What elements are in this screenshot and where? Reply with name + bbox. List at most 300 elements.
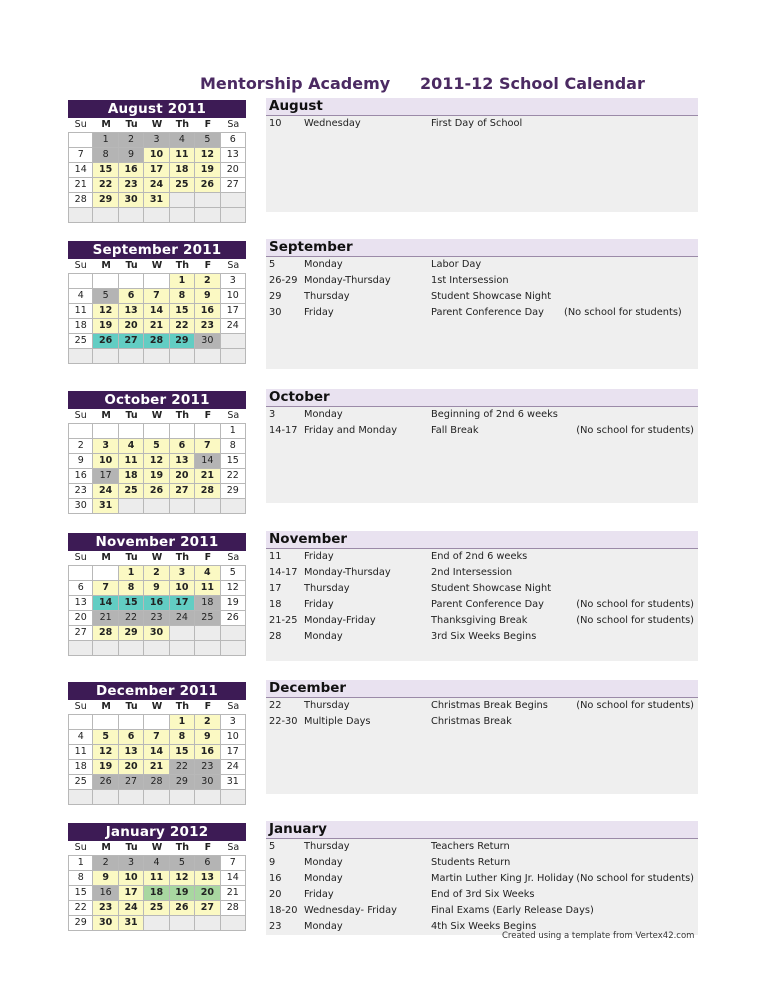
day-cell bbox=[195, 193, 220, 208]
day-cell: 18 bbox=[68, 319, 93, 334]
day-cell: 13 bbox=[119, 745, 144, 760]
day-cell bbox=[170, 790, 195, 805]
footer-credit: Created using a template from Vertex42.com bbox=[502, 931, 695, 941]
event-date: 18-20 bbox=[269, 905, 298, 916]
day-cell bbox=[68, 641, 93, 656]
event-row bbox=[266, 855, 698, 871]
day-cell: 29 bbox=[68, 916, 93, 931]
event-description: Parent Conference Day bbox=[431, 307, 544, 318]
event-row bbox=[266, 471, 698, 487]
day-cell bbox=[195, 790, 220, 805]
day-cell: 8 bbox=[170, 289, 195, 304]
day-cell: 8 bbox=[119, 581, 144, 596]
event-row bbox=[266, 487, 698, 503]
event-row bbox=[266, 305, 698, 321]
day-cell bbox=[119, 274, 144, 289]
day-cell: 5 bbox=[93, 289, 118, 304]
day-cell: 30 bbox=[119, 193, 144, 208]
event-day: Monday-Thursday bbox=[304, 275, 391, 286]
event-row bbox=[266, 423, 698, 439]
event-row bbox=[266, 839, 698, 855]
day-cell: 18 bbox=[195, 596, 220, 611]
events-month-header: September bbox=[266, 239, 698, 257]
event-day: Friday bbox=[304, 599, 334, 610]
day-cell: 24 bbox=[119, 901, 144, 916]
event-row bbox=[266, 439, 698, 455]
event-row bbox=[266, 698, 698, 714]
event-row bbox=[266, 455, 698, 471]
day-cell bbox=[68, 715, 93, 730]
day-cell: 2 bbox=[144, 566, 169, 581]
day-cell: 7 bbox=[68, 148, 93, 163]
day-cell: 10 bbox=[221, 289, 246, 304]
day-cell: 7 bbox=[144, 730, 169, 745]
weekday-label: Tu bbox=[119, 409, 144, 424]
events-month-header: October bbox=[266, 389, 698, 407]
event-date: 9 bbox=[269, 857, 276, 868]
event-note: (No school for students) bbox=[576, 615, 694, 626]
day-cell: 28 bbox=[195, 484, 220, 499]
day-cell: 21 bbox=[195, 469, 220, 484]
day-cell: 5 bbox=[195, 133, 220, 148]
day-cell: 19 bbox=[195, 163, 220, 178]
event-description: Martin Luther King Jr. Holiday bbox=[431, 873, 574, 884]
day-cell: 1 bbox=[170, 274, 195, 289]
event-date: 5 bbox=[269, 841, 276, 852]
day-cell: 3 bbox=[170, 566, 195, 581]
weekday-label: Sa bbox=[221, 841, 246, 856]
day-cell: 1 bbox=[68, 856, 93, 871]
day-cell: 27 bbox=[170, 484, 195, 499]
day-cell bbox=[119, 208, 144, 223]
day-cell bbox=[195, 499, 220, 514]
day-cell: 23 bbox=[93, 901, 118, 916]
day-cell: 16 bbox=[195, 745, 220, 760]
event-row bbox=[266, 549, 698, 565]
event-description: Final Exams (Early Release Days) bbox=[431, 905, 594, 916]
day-cell: 30 bbox=[93, 916, 118, 931]
day-cell: 9 bbox=[68, 454, 93, 469]
day-cell: 25 bbox=[68, 334, 93, 349]
day-cell: 30 bbox=[195, 334, 220, 349]
event-description: End of 3rd Six Weeks bbox=[431, 889, 535, 900]
day-cell: 20 bbox=[119, 760, 144, 775]
day-cell: 3 bbox=[221, 715, 246, 730]
event-day: Thursday bbox=[304, 583, 350, 594]
event-description: Student Showcase Night bbox=[431, 291, 552, 302]
event-day: Wednesday- Friday bbox=[304, 905, 397, 916]
day-cell: 13 bbox=[195, 871, 220, 886]
weekday-label: F bbox=[195, 409, 220, 424]
day-cell: 9 bbox=[93, 871, 118, 886]
day-cell: 2 bbox=[195, 715, 220, 730]
day-cell: 31 bbox=[93, 499, 118, 514]
weekday-label: Th bbox=[170, 409, 195, 424]
day-cell: 29 bbox=[119, 626, 144, 641]
weekday-label: F bbox=[195, 118, 220, 133]
event-date: 16 bbox=[269, 873, 282, 884]
month-calendar-september bbox=[68, 241, 246, 364]
event-day: Multiple Days bbox=[304, 716, 371, 727]
day-cell: 26 bbox=[221, 611, 246, 626]
day-cell: 23 bbox=[195, 319, 220, 334]
month-calendar-october bbox=[68, 391, 246, 514]
day-cell: 24 bbox=[221, 760, 246, 775]
day-cell: 6 bbox=[119, 289, 144, 304]
event-row bbox=[266, 407, 698, 423]
month-calendar-title: October 2011 bbox=[68, 391, 246, 409]
event-day: Friday bbox=[304, 551, 334, 562]
events-month-header: January bbox=[266, 821, 698, 839]
day-cell bbox=[170, 424, 195, 439]
day-cell: 9 bbox=[144, 581, 169, 596]
day-cell bbox=[144, 916, 169, 931]
day-cell: 1 bbox=[119, 566, 144, 581]
events-month-header: December bbox=[266, 680, 698, 698]
day-cell: 23 bbox=[119, 178, 144, 193]
weekday-label: M bbox=[93, 409, 118, 424]
day-cell: 13 bbox=[221, 148, 246, 163]
event-row bbox=[266, 337, 698, 353]
day-cell: 17 bbox=[221, 304, 246, 319]
day-cell: 21 bbox=[68, 178, 93, 193]
day-cell: 14 bbox=[221, 871, 246, 886]
day-cell bbox=[170, 193, 195, 208]
day-cell: 14 bbox=[144, 745, 169, 760]
day-cell: 21 bbox=[93, 611, 118, 626]
day-cell: 31 bbox=[221, 775, 246, 790]
day-cell: 11 bbox=[68, 745, 93, 760]
day-cell: 3 bbox=[119, 856, 144, 871]
day-cell: 11 bbox=[119, 454, 144, 469]
event-description: Labor Day bbox=[431, 259, 482, 270]
day-cell: 19 bbox=[144, 469, 169, 484]
event-date: 26-29 bbox=[269, 275, 298, 286]
weekday-label: M bbox=[93, 551, 118, 566]
event-description: 2nd Intersession bbox=[431, 567, 513, 578]
event-description: Parent Conference Day bbox=[431, 599, 544, 610]
day-cell bbox=[93, 566, 118, 581]
event-date: 22 bbox=[269, 700, 282, 711]
day-cell: 27 bbox=[119, 334, 144, 349]
day-cell: 25 bbox=[170, 178, 195, 193]
month-calendar-august bbox=[68, 100, 246, 223]
day-cell: 26 bbox=[170, 901, 195, 916]
day-cell: 12 bbox=[93, 304, 118, 319]
month-calendar-grid bbox=[68, 700, 246, 805]
day-cell: 2 bbox=[93, 856, 118, 871]
day-cell: 28 bbox=[144, 334, 169, 349]
day-cell: 17 bbox=[221, 745, 246, 760]
events-list bbox=[266, 549, 698, 661]
day-cell: 21 bbox=[221, 886, 246, 901]
events-list bbox=[266, 698, 698, 794]
day-cell: 19 bbox=[93, 760, 118, 775]
day-cell: 18 bbox=[170, 163, 195, 178]
event-day: Monday bbox=[304, 873, 343, 884]
event-row bbox=[266, 714, 698, 730]
day-cell bbox=[93, 349, 118, 364]
day-cell bbox=[144, 715, 169, 730]
day-cell: 15 bbox=[119, 596, 144, 611]
weekday-label: Su bbox=[68, 118, 93, 133]
day-cell: 1 bbox=[93, 133, 118, 148]
events-list bbox=[266, 257, 698, 369]
event-row bbox=[266, 581, 698, 597]
day-cell: 8 bbox=[221, 439, 246, 454]
day-cell: 14 bbox=[93, 596, 118, 611]
day-cell bbox=[170, 626, 195, 641]
event-date: 18 bbox=[269, 599, 282, 610]
day-cell bbox=[68, 790, 93, 805]
day-cell: 18 bbox=[119, 469, 144, 484]
day-cell: 10 bbox=[170, 581, 195, 596]
day-cell bbox=[195, 641, 220, 656]
day-cell: 4 bbox=[170, 133, 195, 148]
month-calendar-grid bbox=[68, 841, 246, 931]
day-cell: 31 bbox=[119, 916, 144, 931]
event-row bbox=[266, 778, 698, 794]
day-cell bbox=[221, 499, 246, 514]
day-cell: 19 bbox=[170, 886, 195, 901]
event-description: Beginning of 2nd 6 weeks bbox=[431, 409, 558, 420]
event-row bbox=[266, 730, 698, 746]
day-cell: 8 bbox=[170, 730, 195, 745]
day-cell: 20 bbox=[170, 469, 195, 484]
month-calendar-november bbox=[68, 533, 246, 656]
event-date: 21-25 bbox=[269, 615, 298, 626]
day-cell bbox=[93, 715, 118, 730]
day-cell: 29 bbox=[170, 334, 195, 349]
day-cell: 17 bbox=[144, 163, 169, 178]
day-cell: 4 bbox=[68, 289, 93, 304]
day-cell: 15 bbox=[221, 454, 246, 469]
event-note: (No school for students) bbox=[576, 425, 694, 436]
weekday-label: M bbox=[93, 841, 118, 856]
day-cell bbox=[221, 349, 246, 364]
weekday-label: F bbox=[195, 700, 220, 715]
day-cell: 20 bbox=[195, 886, 220, 901]
event-description: Student Showcase Night bbox=[431, 583, 552, 594]
weekday-label: Sa bbox=[221, 700, 246, 715]
weekday-label: W bbox=[144, 409, 169, 424]
day-cell bbox=[170, 641, 195, 656]
day-cell: 22 bbox=[93, 178, 118, 193]
weekday-label: Th bbox=[170, 700, 195, 715]
day-cell bbox=[119, 790, 144, 805]
event-description: Students Return bbox=[431, 857, 511, 868]
day-cell: 2 bbox=[68, 439, 93, 454]
event-day: Thursday bbox=[304, 291, 350, 302]
day-cell bbox=[195, 208, 220, 223]
day-cell bbox=[93, 424, 118, 439]
weekday-label: W bbox=[144, 118, 169, 133]
weekday-label: Tu bbox=[119, 700, 144, 715]
weekday-label: Su bbox=[68, 700, 93, 715]
event-date: 11 bbox=[269, 551, 282, 562]
day-cell: 5 bbox=[221, 566, 246, 581]
event-date: 20 bbox=[269, 889, 282, 900]
day-cell: 5 bbox=[93, 730, 118, 745]
month-calendar-title: September 2011 bbox=[68, 241, 246, 259]
day-cell: 15 bbox=[170, 304, 195, 319]
day-cell: 24 bbox=[221, 319, 246, 334]
day-cell bbox=[93, 641, 118, 656]
day-cell: 20 bbox=[119, 319, 144, 334]
day-cell: 26 bbox=[144, 484, 169, 499]
weekday-label: W bbox=[144, 551, 169, 566]
day-cell bbox=[170, 499, 195, 514]
day-cell bbox=[221, 193, 246, 208]
day-cell: 17 bbox=[170, 596, 195, 611]
weekday-label: Sa bbox=[221, 259, 246, 274]
events-list bbox=[266, 407, 698, 503]
day-cell: 11 bbox=[144, 871, 169, 886]
day-cell: 11 bbox=[170, 148, 195, 163]
day-cell: 26 bbox=[93, 775, 118, 790]
day-cell: 23 bbox=[68, 484, 93, 499]
event-date: 22-30 bbox=[269, 716, 298, 727]
day-cell: 1 bbox=[221, 424, 246, 439]
event-row bbox=[266, 871, 698, 887]
event-row bbox=[266, 196, 698, 212]
day-cell: 7 bbox=[195, 439, 220, 454]
event-row bbox=[266, 887, 698, 903]
day-cell: 27 bbox=[119, 775, 144, 790]
day-cell: 28 bbox=[144, 775, 169, 790]
day-cell bbox=[221, 208, 246, 223]
event-date: 14-17 bbox=[269, 425, 298, 436]
day-cell bbox=[68, 274, 93, 289]
day-cell: 28 bbox=[221, 901, 246, 916]
day-cell: 4 bbox=[68, 730, 93, 745]
day-cell: 1 bbox=[170, 715, 195, 730]
event-date: 5 bbox=[269, 259, 276, 270]
weekday-label: F bbox=[195, 259, 220, 274]
weekday-label: M bbox=[93, 259, 118, 274]
day-cell: 30 bbox=[144, 626, 169, 641]
event-description: 1st Intersession bbox=[431, 275, 509, 286]
day-cell bbox=[119, 349, 144, 364]
weekday-label: Tu bbox=[119, 551, 144, 566]
day-cell: 12 bbox=[221, 581, 246, 596]
event-row bbox=[266, 257, 698, 273]
day-cell: 8 bbox=[93, 148, 118, 163]
day-cell: 24 bbox=[144, 178, 169, 193]
day-cell: 18 bbox=[68, 760, 93, 775]
day-cell bbox=[144, 208, 169, 223]
day-cell bbox=[221, 334, 246, 349]
day-cell: 9 bbox=[195, 289, 220, 304]
weekday-label: Su bbox=[68, 409, 93, 424]
day-cell: 2 bbox=[119, 133, 144, 148]
day-cell: 22 bbox=[170, 760, 195, 775]
day-cell: 3 bbox=[221, 274, 246, 289]
day-cell: 12 bbox=[195, 148, 220, 163]
day-cell: 11 bbox=[195, 581, 220, 596]
day-cell: 7 bbox=[221, 856, 246, 871]
day-cell: 12 bbox=[170, 871, 195, 886]
weekday-label: Th bbox=[170, 841, 195, 856]
day-cell: 28 bbox=[93, 626, 118, 641]
day-cell bbox=[144, 424, 169, 439]
weekday-label: F bbox=[195, 841, 220, 856]
weekday-label: M bbox=[93, 700, 118, 715]
day-cell: 26 bbox=[195, 178, 220, 193]
events-list bbox=[266, 116, 698, 212]
events-list bbox=[266, 839, 698, 935]
day-cell: 24 bbox=[93, 484, 118, 499]
event-date: 23 bbox=[269, 921, 282, 932]
day-cell: 20 bbox=[221, 163, 246, 178]
day-cell: 15 bbox=[170, 745, 195, 760]
day-cell bbox=[221, 790, 246, 805]
event-row bbox=[266, 132, 698, 148]
day-cell: 10 bbox=[119, 871, 144, 886]
day-cell: 11 bbox=[68, 304, 93, 319]
day-cell: 3 bbox=[93, 439, 118, 454]
day-cell bbox=[93, 274, 118, 289]
day-cell: 17 bbox=[119, 886, 144, 901]
event-date: 30 bbox=[269, 307, 282, 318]
day-cell: 5 bbox=[144, 439, 169, 454]
day-cell: 3 bbox=[144, 133, 169, 148]
event-row bbox=[266, 903, 698, 919]
day-cell: 30 bbox=[195, 775, 220, 790]
day-cell bbox=[170, 349, 195, 364]
weekday-label: W bbox=[144, 259, 169, 274]
event-row bbox=[266, 353, 698, 369]
day-cell: 19 bbox=[93, 319, 118, 334]
event-description: Teachers Return bbox=[431, 841, 510, 852]
day-cell: 12 bbox=[144, 454, 169, 469]
event-day: Wednesday bbox=[304, 118, 361, 129]
day-cell bbox=[221, 916, 246, 931]
month-calendar-grid bbox=[68, 118, 246, 223]
event-row bbox=[266, 273, 698, 289]
event-date: 3 bbox=[269, 409, 276, 420]
day-cell bbox=[221, 641, 246, 656]
day-cell bbox=[144, 790, 169, 805]
day-cell: 23 bbox=[195, 760, 220, 775]
event-row bbox=[266, 289, 698, 305]
day-cell: 27 bbox=[68, 626, 93, 641]
event-note: (No school for students) bbox=[576, 873, 694, 884]
school-name: Mentorship Academy bbox=[200, 74, 391, 93]
day-cell: 25 bbox=[195, 611, 220, 626]
month-calendar-grid bbox=[68, 409, 246, 514]
day-cell: 6 bbox=[170, 439, 195, 454]
day-cell: 25 bbox=[68, 775, 93, 790]
day-cell: 6 bbox=[195, 856, 220, 871]
events-panel-august bbox=[266, 98, 698, 212]
event-date: 10 bbox=[269, 118, 282, 129]
event-row bbox=[266, 613, 698, 629]
day-cell: 30 bbox=[68, 499, 93, 514]
day-cell bbox=[144, 499, 169, 514]
day-cell: 13 bbox=[170, 454, 195, 469]
day-cell bbox=[170, 916, 195, 931]
month-calendar-title: November 2011 bbox=[68, 533, 246, 551]
event-day: Monday bbox=[304, 409, 343, 420]
day-cell: 6 bbox=[119, 730, 144, 745]
day-cell: 19 bbox=[221, 596, 246, 611]
event-row bbox=[266, 762, 698, 778]
day-cell bbox=[119, 715, 144, 730]
day-cell: 21 bbox=[144, 319, 169, 334]
weekday-label: Sa bbox=[221, 409, 246, 424]
event-description: Christmas Break bbox=[431, 716, 512, 727]
